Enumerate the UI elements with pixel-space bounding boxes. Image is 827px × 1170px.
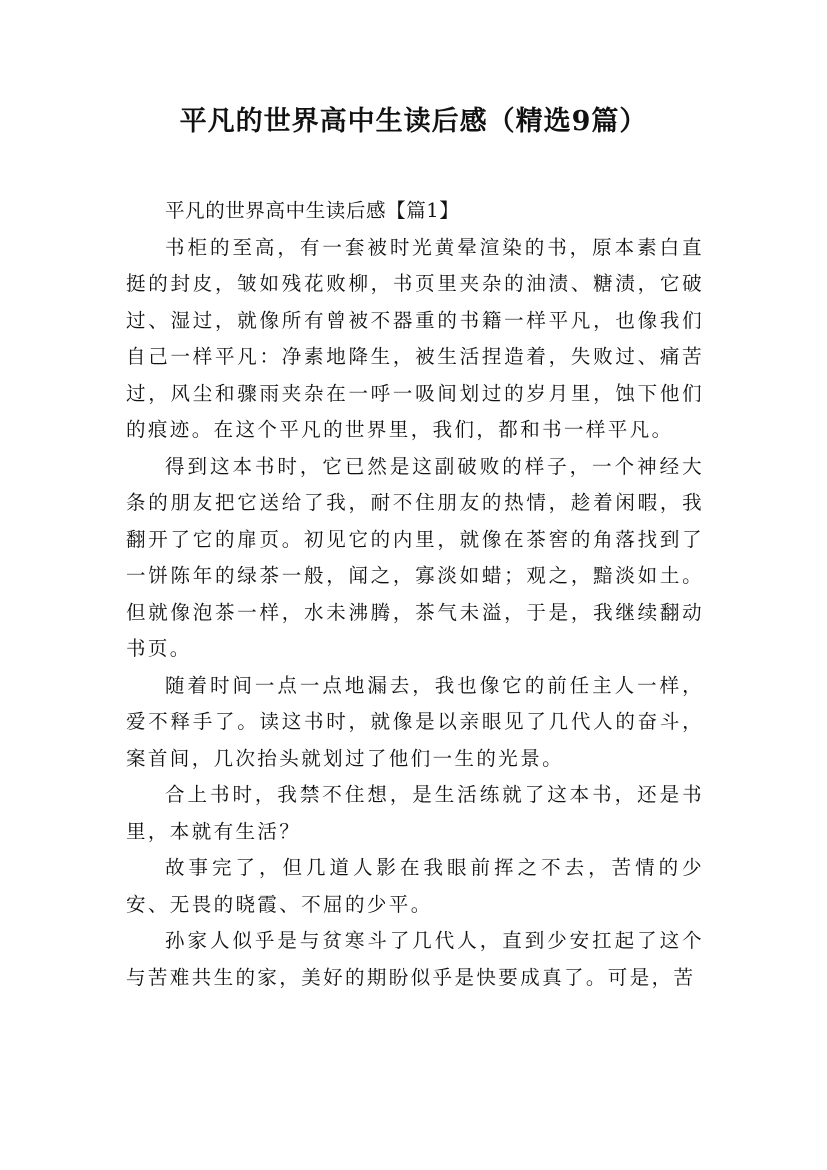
paragraph: 随着时间一点一点地漏去，我也像它的前任主人一样，爱不释手了。读这书时，就像是以亲眼见了几代人的奋斗，案首间，几次抬头就划过了他们一生的光景。 [126,673,704,770]
paragraph: 书柜的至高，有一套被时光黄晕渲染的书，原本素白直挺的封皮，皱如残花败柳，书页里夹杂的油渍、糖渍，它破过、湿过，就像所有曾被不器重的书籍一样平凡，也像我们自己一样平凡：净素地降生，被生活捏造着，失败过、痛苦过，风尘和骤雨夹杂在一呼一吸间划过的岁月里，蚀下他们的痕迹。在这个平凡的世界里，我们，都和书一样平凡。 [126,235,704,441]
document-body [126,193,704,996]
paragraph: 孙家人似乎是与贫寒斗了几代人，直到少安扛起了这个与苦难共生的家，美好的期盼似乎是快要成真了。可是，苦 [126,929,704,989]
section-heading: 平凡的世界高中生读后感【篇1】 [165,199,460,222]
document-title: 平凡的世界高中生读后感（精选9篇） [179,106,648,137]
paragraph: 得到这本书时，它已然是这副破败的样子，一个神经大条的朋友把它送给了我，耐不住朋友的热情，趁着闲暇，我翻开了它的扉页。初见它的内里，就像在茶窖的角落找到了一饼陈年的绿茶一般，闻之，寡淡如蜡；观之，黯淡如土。但就像泡茶一样，水未沸腾，茶气未溢，于是，我继续翻动书页。 [126,454,704,660]
paragraph: 故事完了，但几道人影在我眼前挥之不去，苦情的少安、无畏的晓霞、不屈的少平。 [126,856,704,916]
paragraph: 合上书时，我禁不住想，是生活练就了这本书，还是书里，本就有生活？ [126,783,704,843]
